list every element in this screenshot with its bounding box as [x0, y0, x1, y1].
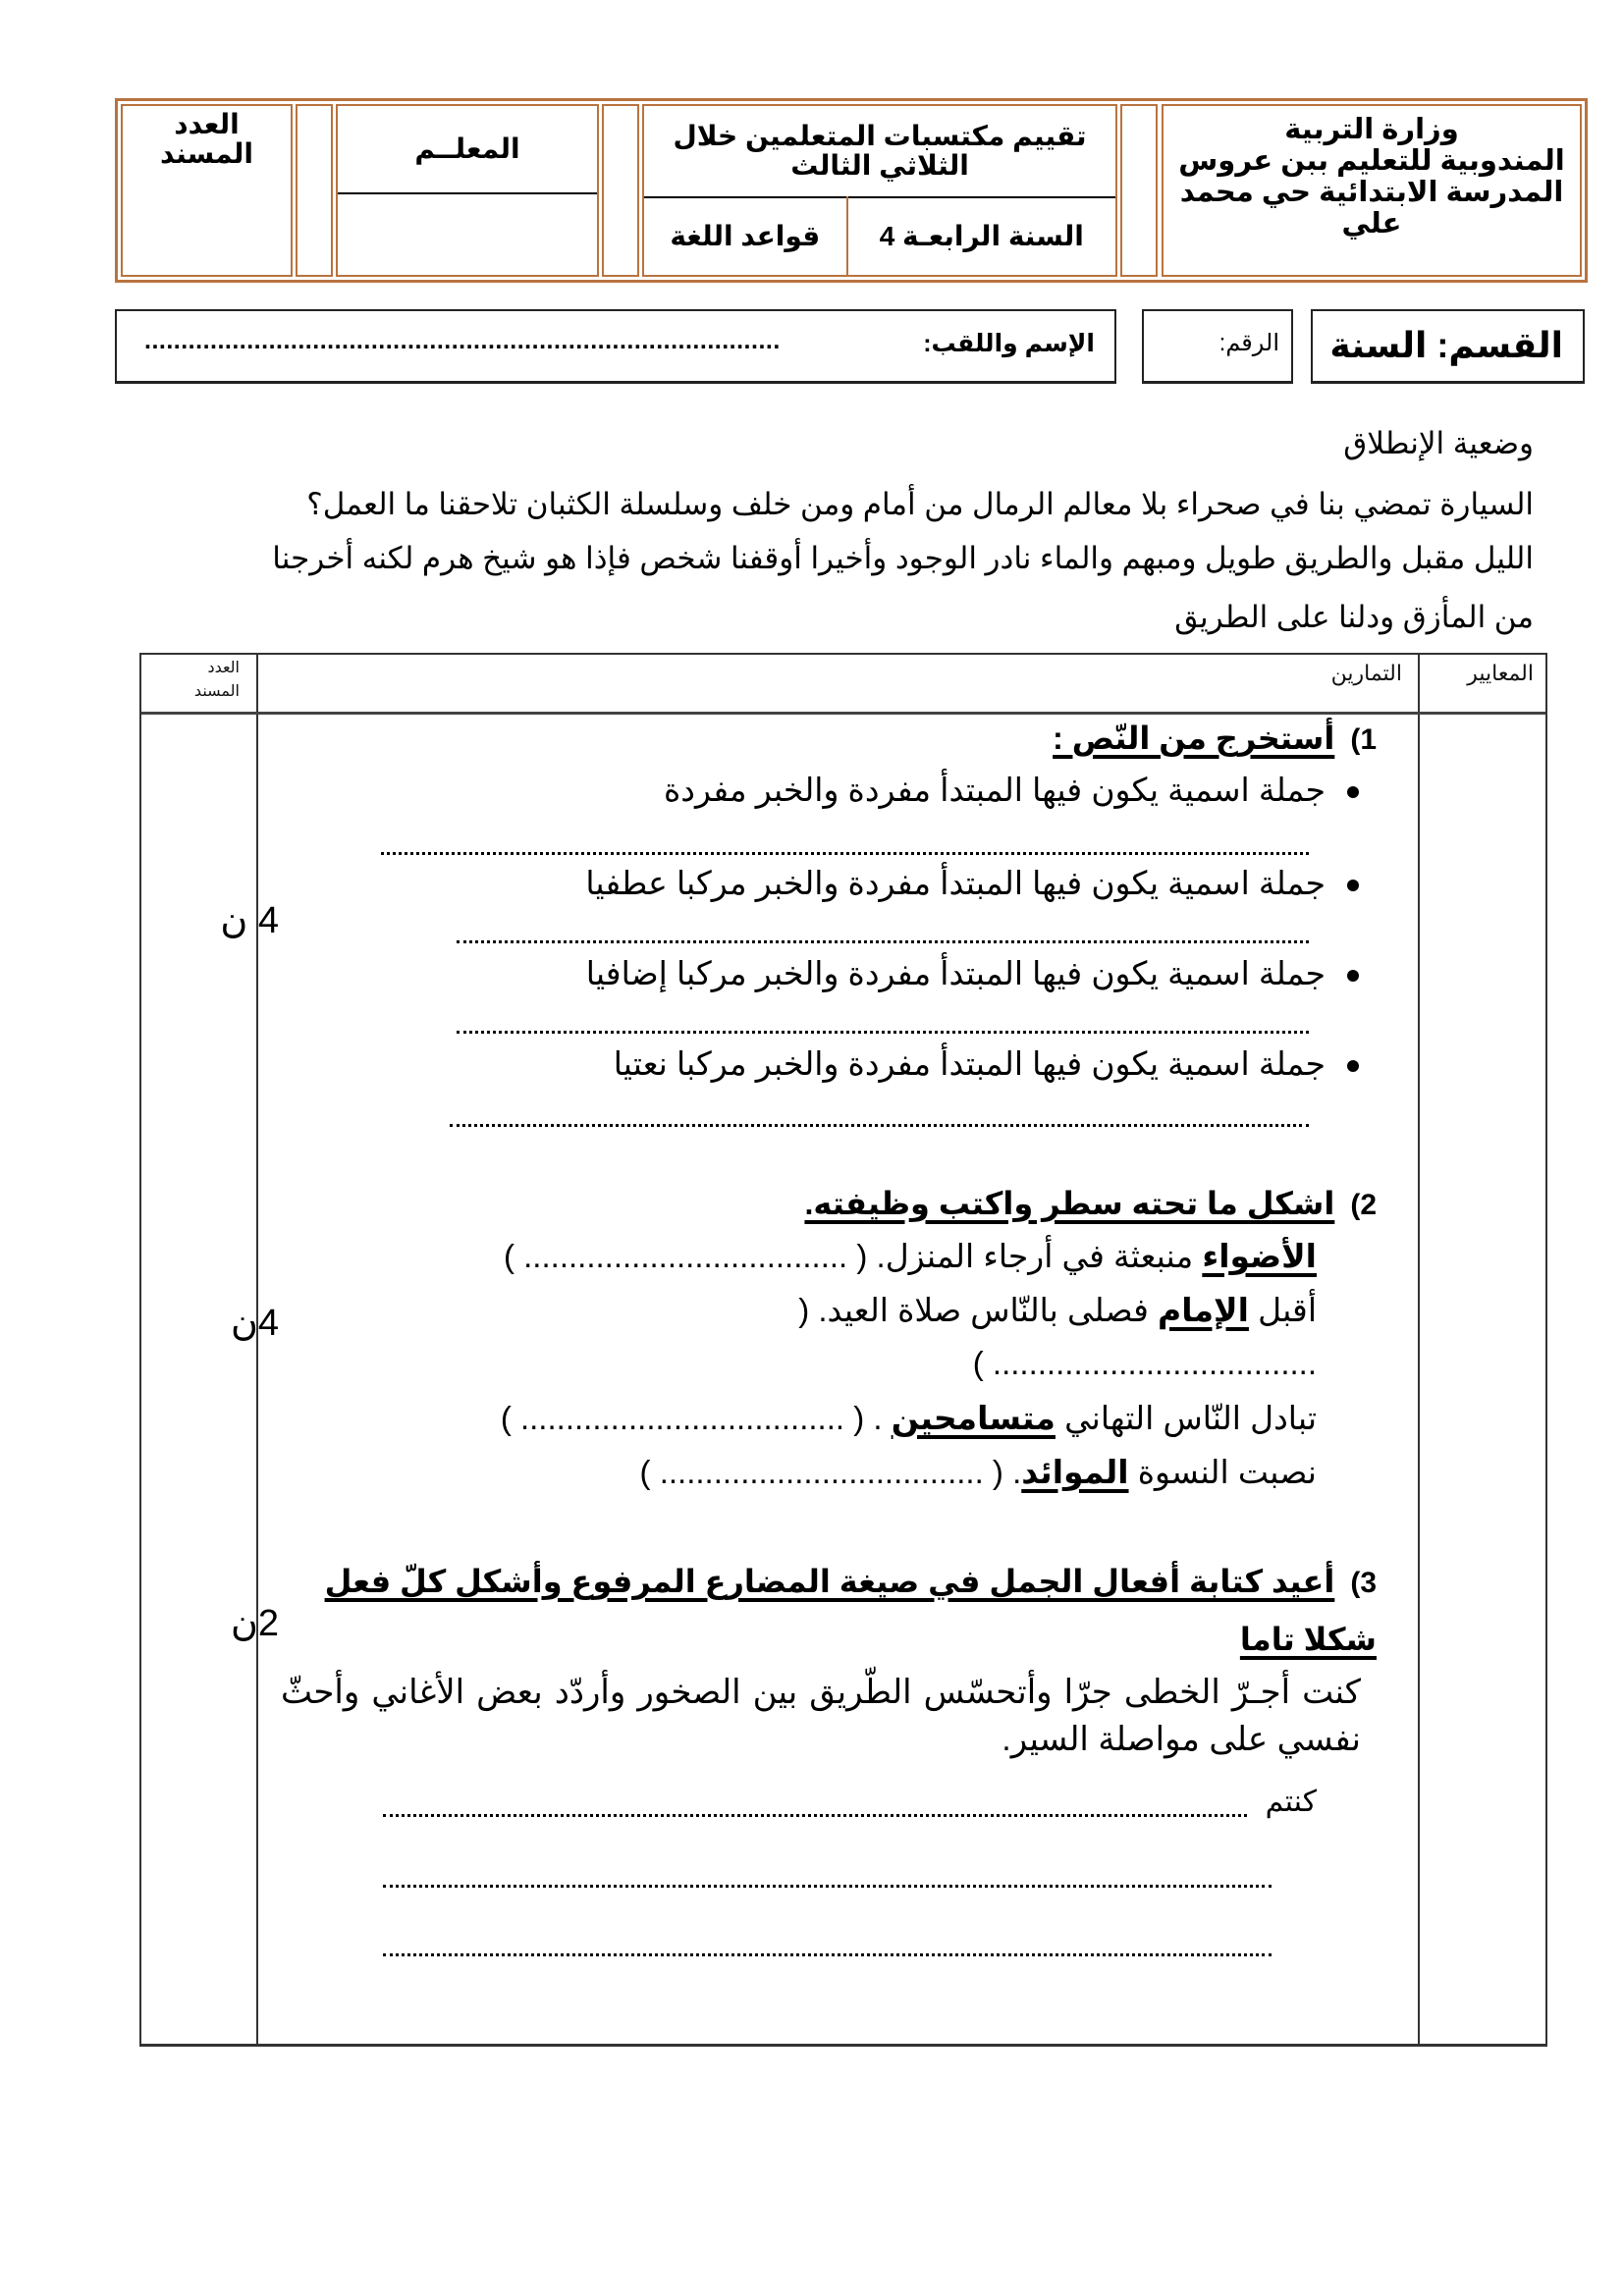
header-table: [115, 98, 1588, 283]
exercise-3-paragraph: كنت أجـرّ الخطى جرّا وأتحسّس الطّريق بين الصخور وأردّد بعض الأغاني وأحثّ نفسي على مواصلة السير.: [281, 1674, 1361, 1758]
spacer-cell: [602, 104, 639, 277]
number-box[interactable]: [1142, 309, 1293, 384]
exercise-1-heading: أستخرج من النّص :: [1053, 721, 1335, 756]
score-header-line-1: العدد: [207, 660, 240, 676]
exercise-2-sentence: نصبت النسوة الموائد. ( .................................... ): [639, 1454, 1317, 1490]
school-line: المدرسة الابتدائية حي محمد: [1179, 177, 1564, 208]
spacer-cell: [1120, 104, 1158, 277]
spacer-cell: [296, 104, 333, 277]
underlined-word: متسامحين: [891, 1400, 1056, 1436]
bullet-icon: [1347, 786, 1359, 798]
criteria-header: المعايير: [1467, 661, 1534, 685]
blank[interactable]: منبعثة في أرجاء المنزل. ( .................................... ): [503, 1238, 1203, 1274]
bullet-icon: [1347, 880, 1359, 891]
intro-title: وضعية الإنطلاق: [1343, 426, 1534, 460]
header-divider: [141, 712, 1545, 715]
blank[interactable]: فصلى بالنّاس صلاة العيد. (: [798, 1292, 1159, 1328]
exercise-2-heading: اشكل ما تحته سطر واكتب وظيفته.: [804, 1186, 1335, 1221]
subject-label: قواعد اللغة: [670, 220, 821, 251]
exercise-2-sentence: [504, 1237, 1317, 1275]
intro-line-2: الليل مقبل والطريق طويل ومبهم والماء نادر الوجود وأخيرا أوقفنا شخص فإذا هو شيخ هرم لكنه أخرجنا: [272, 541, 1534, 575]
exercise-3-heading: أعيد كتابة أفعال الجمل في صيغة المضارع المرفوع وأشكل كلّ فعل شكلا تاما: [324, 1564, 1377, 1657]
exam-title-line-2: الثلاثي الثالث: [790, 150, 969, 181]
score-header-line-2: المسند: [193, 683, 240, 700]
column-divider: [1418, 655, 1420, 2044]
exam-title: [644, 106, 1115, 198]
exercise-2-sentence: أقبل الإمام فصلى بالنّاس صلاة العيد. (: [798, 1292, 1317, 1328]
exercise-2-number: 2): [1350, 1189, 1377, 1221]
name-input[interactable]: .......................................................................................: [144, 327, 781, 354]
item-text: جملة اسمية يكون فيها المبتدأ مفردة والخبر مركبا نعتيا: [613, 1045, 1326, 1082]
bullet-icon: [1347, 1060, 1359, 1072]
column-divider: [256, 655, 258, 2044]
answer-line[interactable]: [450, 1124, 1309, 1127]
blank[interactable]: . ( .................................... ): [500, 1400, 892, 1436]
class-box[interactable]: [1311, 309, 1585, 384]
exercise-1-item: [585, 864, 1359, 902]
answer-line[interactable]: [381, 852, 1309, 855]
exercise-3-score: 2ن: [230, 1603, 279, 1644]
answer-line[interactable]: [383, 1885, 1272, 1888]
class-label: القسم: السنة: [1329, 325, 1563, 365]
item-text: جملة اسمية يكون فيها المبتدأ مفردة والخبر مركبا إضافيا: [585, 955, 1326, 991]
score-label-line-2: المسند: [160, 138, 253, 169]
bullet-icon: [1347, 970, 1359, 982]
teacher-cell: [336, 104, 599, 277]
exercises-table: [139, 653, 1547, 2047]
exam-title-line-1: تقييم مكتسبات المتعلمين خلال: [673, 121, 1087, 151]
teacher-label: المعلــم: [414, 133, 520, 164]
exercise-3-number: 3): [1350, 1567, 1377, 1599]
underlined-word: الإمام: [1158, 1292, 1249, 1328]
score-header: [181, 657, 240, 704]
exercise-1-item: [614, 1044, 1359, 1083]
answer-line[interactable]: [383, 1814, 1247, 1817]
grade-label: السنة الرابعـة 4: [846, 196, 1115, 275]
intro-line-1: السيارة تمضي بنا في صحراء بلا معالم الرمال من أمام ومن خلف وسلسلة الكثبان تلاحقنا ما العمل؟: [306, 487, 1534, 521]
exercise-2-title: [804, 1185, 1377, 1222]
exam-title-cell: [642, 104, 1117, 277]
name-label: الإسم واللقب:: [923, 330, 1095, 357]
exercise-1-score: 4 ن: [220, 900, 279, 941]
exercise-1-number: 1): [1350, 723, 1377, 756]
item-text: جملة اسمية يكون فيها المبتدأ مفردة والخبر مفردة: [664, 772, 1326, 808]
answer-line[interactable]: [457, 940, 1309, 943]
blank[interactable]: . ( .................................... ): [639, 1454, 1022, 1490]
exercise-1-item: [586, 954, 1359, 992]
answer-prefix: كنتم: [1265, 1786, 1317, 1818]
exercise-2-sentence[interactable]: [973, 1345, 1317, 1382]
number-label: الرقم:: [1218, 330, 1279, 356]
underlined-word: الموائد: [1021, 1454, 1129, 1490]
score-label-line-1: العدد: [174, 109, 240, 139]
underlined-word: الأضواء: [1202, 1238, 1317, 1274]
exercise-1-title: [1053, 720, 1377, 757]
ministry-cell: [1162, 104, 1582, 277]
exercise-2-score: 4ن: [230, 1303, 279, 1344]
school-line-2: علي: [1341, 208, 1402, 240]
exercise-2-sentence: تبادل النّاس التهاني متسامحين . ( .................................... ): [500, 1400, 1317, 1436]
answer-line[interactable]: [383, 1953, 1272, 1956]
item-text: جملة اسمية يكون فيها المبتدأ مفردة والخبر مركبا عطفيا: [585, 865, 1326, 901]
teacher-signature-field[interactable]: [338, 192, 597, 275]
score-cell: [121, 104, 293, 277]
intro-line-3: من المأزق ودلنا على الطريق: [1174, 600, 1534, 634]
exercises-header: التمارين: [1330, 661, 1402, 685]
ministry-line: وزارة التربية: [1284, 114, 1459, 145]
delegation-line: المندوبية للتعليم ببن عروس: [1178, 145, 1565, 177]
exercise-3-title: [272, 1556, 1377, 1672]
answer-line[interactable]: [457, 1031, 1309, 1034]
blank[interactable]: .................................... ): [972, 1345, 1317, 1381]
exercise-1-item: [664, 771, 1359, 809]
name-box[interactable]: [115, 309, 1116, 384]
